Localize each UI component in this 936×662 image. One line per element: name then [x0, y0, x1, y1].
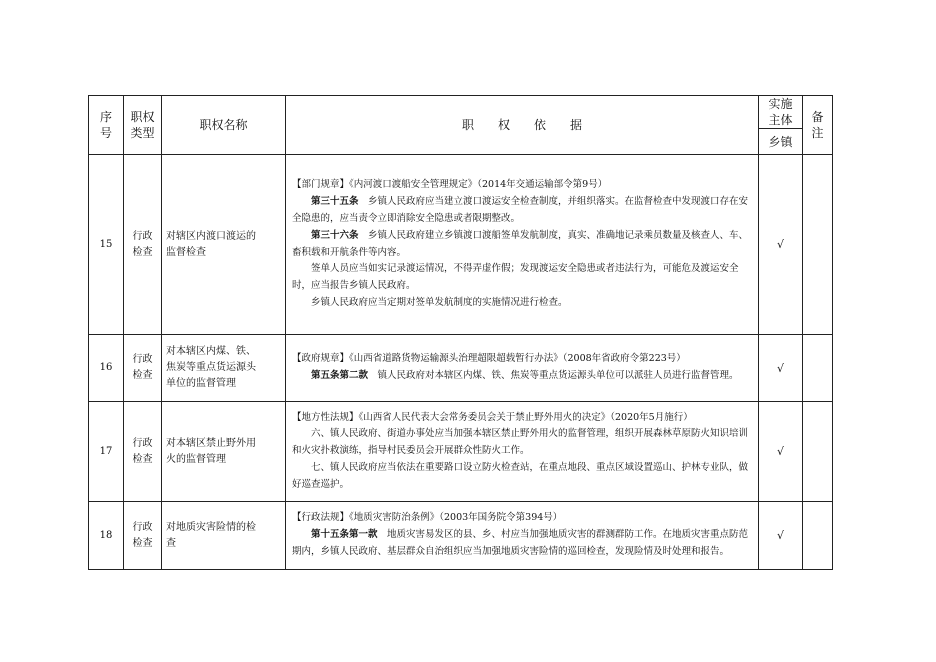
row-remark: [803, 155, 833, 335]
row-basis: [286, 402, 759, 502]
authority-table: [88, 95, 833, 570]
basis-clause: 七、镇人民政府应当依法在重要路口设立防火检查站，在重点地段、重点区域设置巡山、护林专业队，做好巡查巡护。: [292, 461, 749, 490]
basis-source: 【地方性法规】《山西省人民代表大会常务委员会关于禁止野外用火的决定》（2020年5月施行）: [292, 411, 693, 423]
table-row: [89, 402, 833, 502]
basis-clause: 第五条第二款 镇人民政府对本辖区内煤、铁、焦炭等重点货运源头单位可以派驻人员进行监督管理。: [311, 370, 739, 381]
table-row: [89, 155, 833, 335]
township-check-mark: √: [759, 502, 803, 570]
row-remark: [803, 335, 833, 402]
row-index: 17: [89, 402, 124, 502]
row-basis: [286, 502, 759, 570]
row-name: 对本辖区禁止野外用 火的监督管理: [162, 402, 286, 502]
basis-clause: 六、镇人民政府、街道办事处应当加强本辖区禁止野外用火的监督管理，组织开展森林草原防火知识培训和火灾扑救演练，指导村民委员会开展群众性防火工作。: [292, 428, 749, 457]
basis-clause: 第三十五条 乡镇人民政府应当建立渡口渡运安全检查制度，并组织落实。在监督检查中发现渡口存在安全隐患的，应当责令立即消除安全隐患或者限期整改。: [292, 196, 749, 224]
row-index: 15: [89, 155, 124, 335]
row-type: 行政 检查: [124, 335, 162, 402]
basis-clause: 签单人员应当如实记录渡运情况，不得弄虚作假；发现渡运安全隐患或者违法行为，可能危及渡运安全时，应当报告乡镇人民政府。: [292, 263, 739, 292]
row-type: 行政 检查: [124, 502, 162, 570]
header-index: 序 号: [89, 96, 124, 155]
row-remark: [803, 502, 833, 570]
header-executor: 实施 主体: [759, 96, 803, 129]
basis-source: 【行政法规】《地质灾害防治条例》（2003年国务院令第394号）: [292, 512, 563, 524]
header-executor-township: 乡镇: [759, 129, 803, 155]
row-name: 对地质灾害险情的检 查: [162, 502, 286, 570]
basis-source: 【部门规章】《内河渡口渡船安全管理规定》（2014年交通运输部令第9号）: [292, 179, 608, 191]
basis-clause: 第十五条第一款 地质灾害易发区的县、乡、村应当加强地质灾害的群测群防工作。在地质灾害重点防范期内，乡镇人民政府、基层群众自治组织应当加强地质灾害险情的巡回检查，发现险情及时处理和报告。: [292, 529, 749, 557]
basis-clause: 第三十六条 乡镇人民政府建立乡镇渡口渡船签单发航制度，真实、准确地记录乘员数量及核查人、车、畜积载和开航条件等内容。: [292, 229, 749, 258]
table-row: [89, 335, 833, 402]
row-basis: [286, 335, 759, 402]
row-index: 18: [89, 502, 124, 570]
township-check-mark: √: [759, 155, 803, 335]
row-name: 对本辖区内煤、铁、 焦炭等重点货运源头 单位的监督管理: [162, 335, 286, 402]
row-type: 行政 检查: [124, 155, 162, 335]
row-remark: [803, 402, 833, 502]
header-type: 职权 类型: [124, 96, 162, 155]
row-index: 16: [89, 335, 124, 402]
row-name: 对辖区内渡口渡运的 监督检查: [162, 155, 286, 335]
township-check-mark: √: [759, 335, 803, 402]
township-check-mark: √: [759, 402, 803, 502]
header-remark: 备 注: [803, 96, 833, 155]
row-basis: [286, 155, 759, 335]
basis-source: 【政府规章】《山西省道路货物运输源头治理超限超载暂行办法》（2008年省政府令第223号）: [292, 353, 686, 365]
table-row: [89, 502, 833, 570]
basis-clause: 乡镇人民政府应当定期对签单发航制度的实施情况进行检查。: [311, 296, 568, 308]
header-name: 职权名称: [162, 96, 286, 155]
header-basis: 职 权 依 据: [286, 96, 759, 155]
row-type: 行政 检查: [124, 402, 162, 502]
